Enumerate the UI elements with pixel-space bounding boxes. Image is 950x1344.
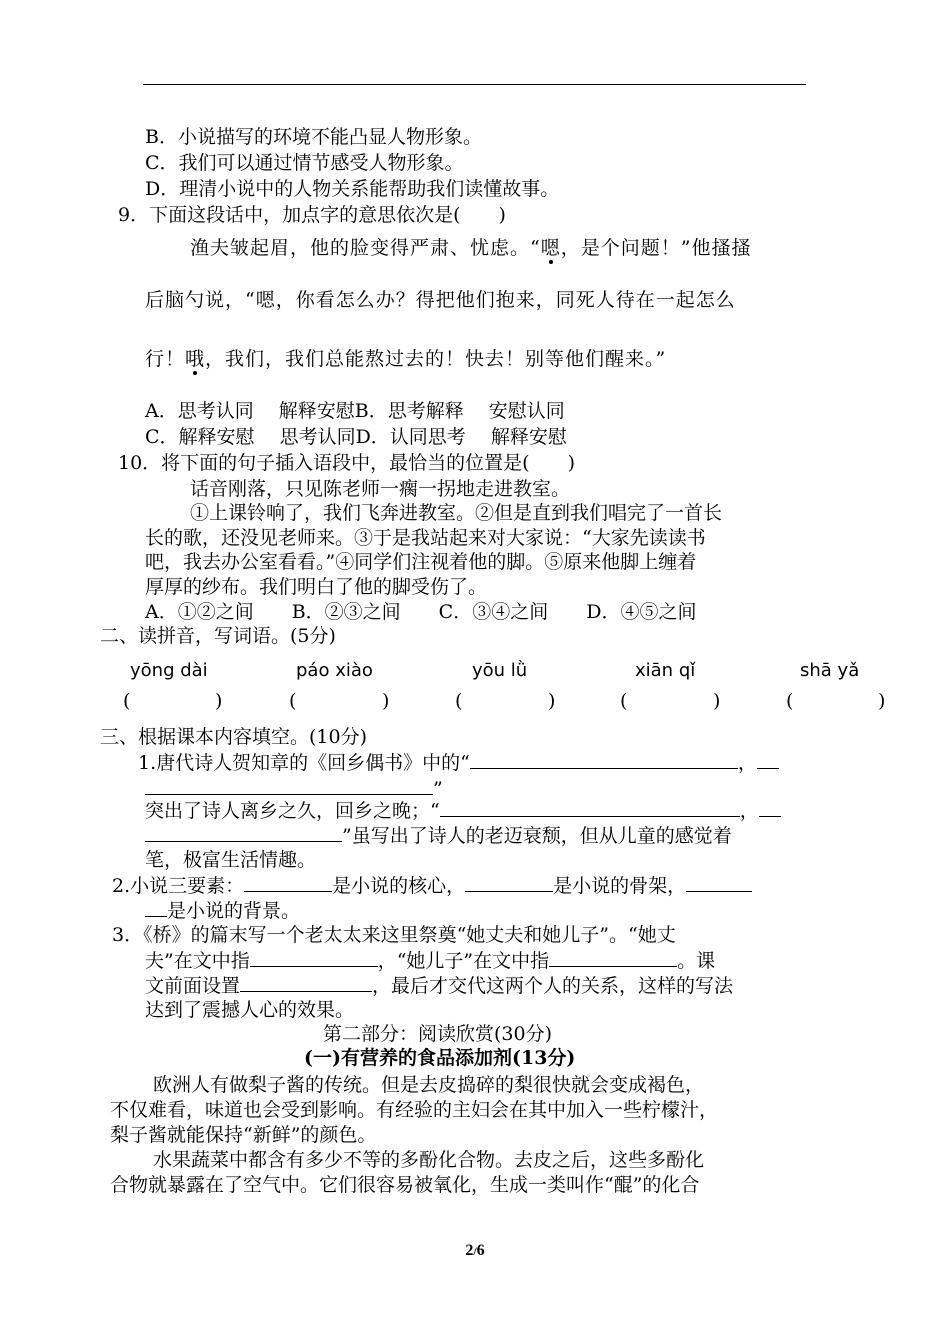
pinyin-3: yōu lǜ bbox=[472, 660, 528, 681]
answer-bracket-5-open: ( bbox=[786, 690, 794, 712]
section-2-title: 二、读拼音，写词语。(5分) bbox=[100, 625, 336, 647]
blank-line bbox=[145, 898, 167, 917]
answer-bracket-2-open: ( bbox=[289, 690, 297, 712]
q9-passage-line-2: 后脑勺说，“嗯，你看怎么办？得把他们抱来，同死人待在一起怎么 bbox=[145, 289, 736, 311]
blank-line bbox=[757, 750, 779, 769]
s3-q2-line-1: 2.小说三要素： 是小说的核心， 是小说的骨架， bbox=[112, 873, 752, 898]
q10-para-line-1: ①上课铃响了，我们飞奔进教室。②但是直到我们唱完了一首长 bbox=[190, 502, 723, 524]
blank-line bbox=[686, 873, 752, 892]
reading-p2-line-1: 水果蔬菜中都含有多少不等的多酚化合物。去皮之后，这些多酚化 bbox=[153, 1149, 705, 1171]
answer-bracket-1-open: ( bbox=[123, 690, 131, 712]
q9-passage-line-1: 渔夫皱起眉，他的脸变得严肃、忧虑。“嗯，是个问题！”他搔搔 bbox=[190, 237, 752, 259]
pinyin-1: yōng dài bbox=[130, 660, 208, 681]
reading-1-title: (一)有营养的食品添加剂(13分) bbox=[304, 1047, 576, 1069]
blank-line bbox=[759, 798, 781, 817]
part-2-title: 第二部分：阅读欣赏(30分) bbox=[323, 1023, 553, 1045]
emphasis-dot-char: 哦 bbox=[185, 348, 206, 370]
blank-line bbox=[549, 948, 677, 967]
s3-q3-line-4: 达到了震撼人心的效果。 bbox=[145, 999, 355, 1021]
q9-options-row-2: C．解释安慰 思考认同D．认同思考 解释安慰 bbox=[145, 426, 567, 448]
section-3-title: 三、根据课本内容填空。(10分) bbox=[100, 726, 368, 748]
answer-bracket-1-close: ) bbox=[215, 690, 223, 712]
q8-option-d: D．理清小说中的人物关系能帮助我们读懂故事。 bbox=[145, 178, 560, 200]
blank-line bbox=[250, 948, 378, 967]
q9-stem: 9．下面这段话中，加点字的意思依次是( ) bbox=[118, 204, 506, 226]
page-number: 2/6 bbox=[465, 1242, 485, 1259]
s3-q1-line-1: 1.唐代诗人贺知章的《回乡偶书》中的“ ， bbox=[138, 750, 779, 775]
blank-line bbox=[465, 873, 553, 892]
q10-para-line-3: 吧，我去办公室看看。”④同学们注视着他的脚。⑤原来他脚上缠着 bbox=[145, 551, 697, 573]
answer-bracket-5-close: ) bbox=[878, 690, 886, 712]
answer-bracket-3-open: ( bbox=[455, 690, 463, 712]
blank-line bbox=[244, 873, 332, 892]
s3-q1-line-5: 笔，极富生活情趣。 bbox=[145, 849, 317, 871]
q9-passage-line-3: 行！哦，我们，我们总能熬过去的！快去！别等他们醒来。” bbox=[145, 348, 667, 370]
s3-q1-line-3: 突出了诗人离乡之久，回乡之晚；“ ， bbox=[145, 798, 781, 823]
reading-p1-line-2: 不仅难看，味道也会受到影响。有经验的主妇会在其中加入一些柠檬汁， bbox=[110, 1099, 719, 1121]
q8-option-b: B．小说描写的环境不能凸显人物形象。 bbox=[145, 126, 482, 148]
s3-q3-line-2: 夫”在文中指 ，“她儿子”在文中指 。课 bbox=[145, 950, 716, 972]
header-rule bbox=[143, 84, 806, 85]
answer-bracket-4-close: ) bbox=[713, 690, 721, 712]
blank-line bbox=[145, 823, 342, 842]
answer-bracket-3-close: ) bbox=[548, 690, 556, 712]
reading-p1-line-3: 梨子酱就能保持“新鲜”的颜色。 bbox=[110, 1124, 377, 1146]
blank-line bbox=[470, 750, 738, 769]
answer-bracket-2-close: ) bbox=[382, 690, 390, 712]
s3-q3-line-3: 文前面设置 ，最后才交代这两个人的关系，这样的写法 bbox=[145, 975, 734, 997]
pinyin-4: xiān qǐ bbox=[635, 660, 696, 681]
pinyin-2: páo xiào bbox=[296, 660, 373, 681]
s3-q3-line-1: 3．《桥》的篇末写一个老太太来这里祭奠“她丈夫和她儿子”。“她丈 bbox=[112, 924, 676, 946]
reading-p2-line-2: 合物就暴露在了空气中。它们很容易被氧化，生成一类叫作“醌”的化合 bbox=[110, 1174, 700, 1196]
s3-q1-line-2: ” bbox=[145, 776, 443, 801]
blank-line bbox=[145, 776, 433, 795]
pinyin-5: shā yǎ bbox=[800, 660, 860, 681]
q10-sentence: 话音刚落，只见陈老师一瘸一拐地走进教室。 bbox=[190, 478, 571, 500]
q10-para-line-4: 厚厚的纱布。我们明白了他的脚受伤了。 bbox=[145, 576, 488, 598]
emphasis-dot-char: 嗯 bbox=[540, 237, 561, 259]
s3-q1-line-4: ”虽写出了诗人的老迈衰颓，但从儿童的感觉着 bbox=[145, 823, 732, 848]
answer-bracket-4-open: ( bbox=[620, 690, 628, 712]
q9-options-row-1: A．思考认同 解释安慰B．思考解释 安慰认同 bbox=[145, 400, 565, 422]
q8-option-c: C．我们可以通过情节感受人物形象。 bbox=[145, 152, 464, 174]
reading-p1-line-1: 欧洲人有做梨子酱的传统。但是去皮捣碎的梨很快就会变成褐色， bbox=[153, 1074, 705, 1096]
q10-para-line-2: 长的歌，还没见老师来。③于是我站起来对大家说：“大家先读读书 bbox=[145, 527, 706, 549]
q10-options: A．①②之间 B．②③之间 C．③④之间 D．④⑤之间 bbox=[145, 601, 697, 623]
q10-stem: 10．将下面的句子插入语段中，最恰当的位置是( ) bbox=[118, 452, 576, 474]
blank-line bbox=[440, 798, 740, 817]
blank-line bbox=[240, 973, 372, 992]
s3-q2-line-2: 是小说的背景。 bbox=[145, 898, 300, 923]
